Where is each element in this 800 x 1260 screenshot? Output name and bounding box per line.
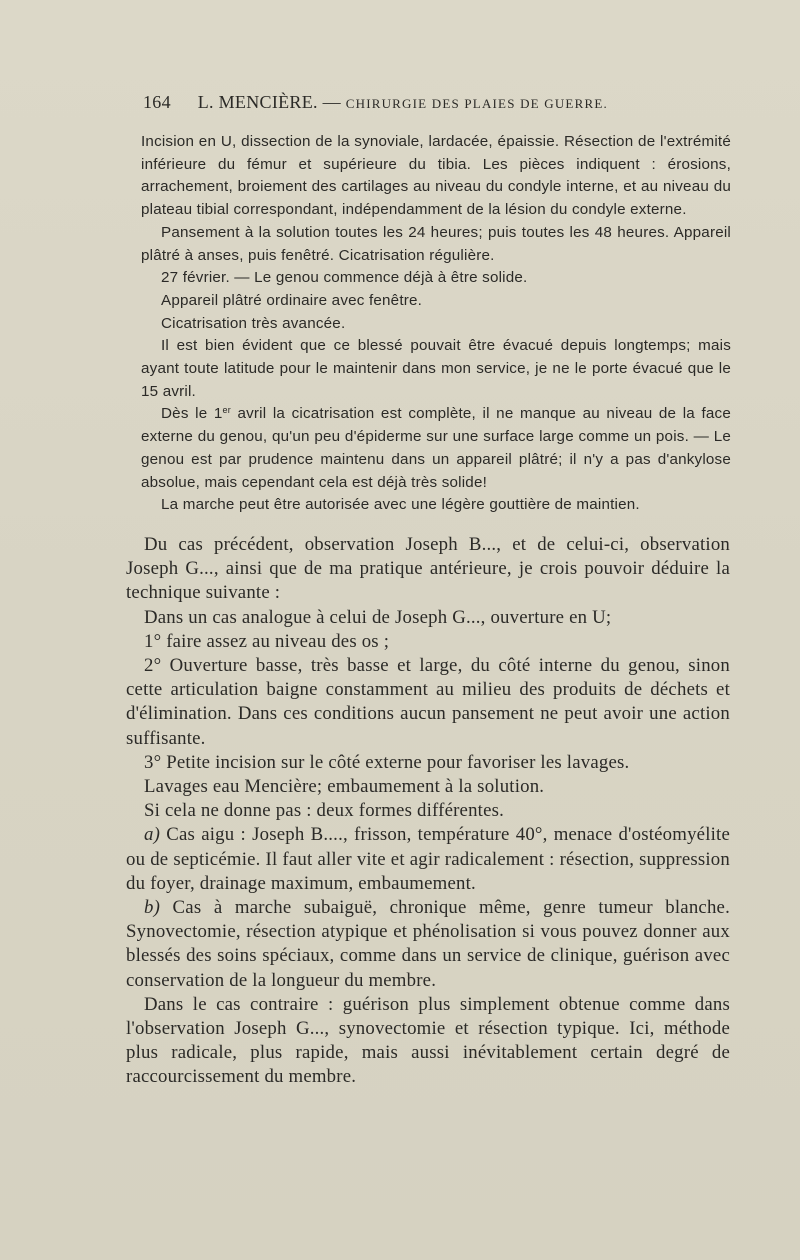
paragraph: La marche peut être autorisée avec une légère gouttière de maintien. (161, 496, 640, 514)
paragraph: Dans un cas analogue à celui de Joseph G..., ouverture en U; (144, 606, 612, 628)
text-run: Dès le 1 (161, 405, 223, 423)
paragraph: Appareil plâtré ordinaire avec fenêtre. (161, 291, 423, 309)
paragraph: Pansement à la solution toutes les 24 heures; puis toutes les 48 heures. Appareil plâtré à anses, puis fenêtré. Cicatrisation régulière. (141, 223, 731, 264)
running-header (143, 92, 673, 113)
paragraph (141, 403, 731, 494)
paragraph: Si cela ne donne pas : deux formes différentes. (144, 800, 505, 822)
header-title: CHIRURGIE DES PLAIES DE GUERRE. (345, 96, 608, 111)
paragraph: Dans le cas contraire : guérison plus simplement obtenue comme dans l'observation Joseph G..., synovectomie et résection typique. Ici, méthode plus radicale, plus rapide, mais aussi inévitablement certain degré de raccourcissement du membre. (126, 993, 730, 1088)
superscript: er (222, 405, 231, 416)
text-run: Cas à marche subaiguë, chronique même, genre tumeur blanche. Synovectomie, résection atypique et phénolisation si vous pouvez donner aux blessés des soins spéciaux, comme dans un service de clinique, guérison avec conservation de la longueur du membre. (126, 897, 730, 991)
paragraph: Lavages eau Mencière; embaumement à la solution. (144, 776, 545, 798)
paragraph: 1° faire assez au niveau des os ; (144, 630, 390, 652)
text-run: avril la cicatrisation est complète, il ne manque au niveau de la face externe du genou, qu'un peu d'épiderme sur une surface large comme un pois. — Le genou est par prudence maintenu dans un appareil plâtré; il n'y a pas d'ankylose absolue, mais cependant cela est déjà très solide! (141, 405, 731, 491)
text-run: Cas aigu : Joseph B...., frisson, température 40°, menace d'ostéomyélite ou de septicémie. Il faut aller vite et agir radicalement : résection, suppression du foyer, drainage maximum, embaumement. (126, 824, 730, 894)
paragraph: Incision en U, dissection de la synoviale, lardacée, épaissie. Résection de l'extrémité inférieure du fémur et supérieure du tibia. Les pièces indiquent : érosions, arrachement, broiement des cartilages au niveau du condyle interne, et au niveau du plateau tibial correspondant, indépendamment de la lésion du condyle externe. (141, 133, 731, 219)
paragraph (126, 823, 730, 896)
paragraph: Du cas précédent, observation Joseph B..., et de celui-ci, observation Joseph G..., ainsi que de ma pratique antérieure, je crois pouvoir déduire la technique suivante : (126, 534, 730, 604)
paragraph: Cicatrisation très avancée. (161, 314, 346, 332)
header-author: L. MENCIÈRE. — (197, 92, 341, 112)
list-label: b) (144, 897, 161, 919)
paragraph: 27 février. — Le genou commence déjà à être solide. (161, 269, 528, 287)
observation-notes (141, 131, 731, 517)
paragraph: Il est bien évident que ce blessé pouvait être évacué depuis longtemps; mais ayant toute latitude pour le maintenir dans mon service, je ne le porte évacué que le 15 avril. (141, 337, 731, 400)
paragraph (126, 896, 730, 993)
list-label: a) (144, 824, 161, 846)
paragraph: 3° Petite incision sur le côté externe pour favoriser les lavages. (144, 751, 630, 773)
paragraph: 2° Ouverture basse, très basse et large, du côté interne du genou, sinon cette articulation baigne constamment au milieu des produits de déchets et d'élimination. Dans ces conditions aucun pansement ne peut avoir une action suffisante. (126, 655, 730, 749)
main-text (126, 533, 730, 1090)
page-number: 164 (143, 92, 171, 112)
